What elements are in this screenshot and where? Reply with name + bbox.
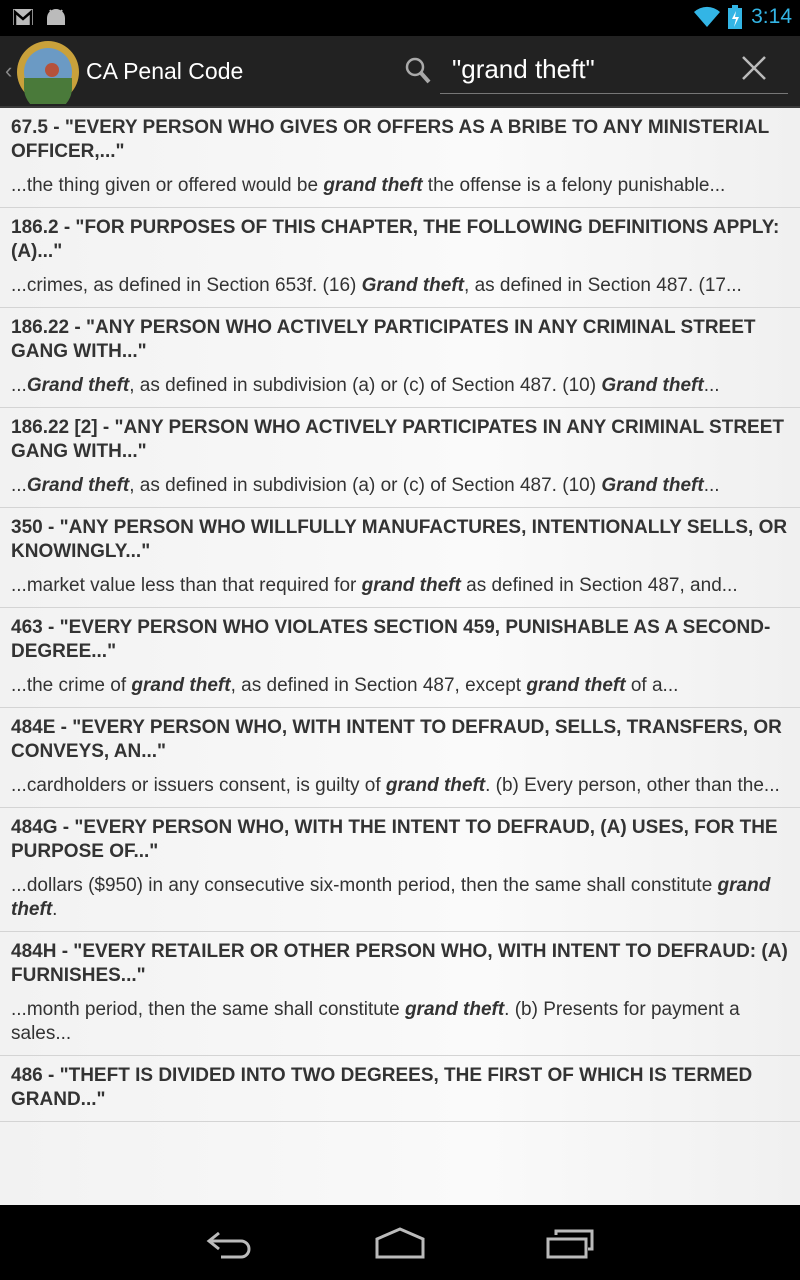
result-item[interactable] — [0, 808, 800, 932]
result-snippet — [11, 574, 789, 598]
search-results-list[interactable] — [0, 108, 800, 1205]
result-title: 67.5 - "EVERY PERSON WHO GIVES OR OFFERS AS A BRIBE TO ANY MINISTERIAL OFFICER,..." — [11, 117, 769, 162]
search-icon[interactable] — [404, 56, 432, 86]
result-title: 484H - "EVERY RETAILER OR OTHER PERSON WHO, WITH INTENT TO DEFRAUD: (A) FURNISHES..." — [11, 941, 788, 986]
highlighted-term: grand theft — [11, 875, 771, 920]
snippet-text: , as defined in subdivision (a) or (c) of Section 487. (10) — [129, 375, 602, 396]
highlighted-term: Grand theft — [26, 475, 130, 496]
app-title: CA Penal Code — [86, 58, 244, 84]
snippet-text: ... — [11, 475, 27, 496]
snippet-text: . — [52, 899, 58, 920]
result-snippet — [11, 774, 789, 798]
highlighted-term: grand theft — [385, 775, 486, 796]
snippet-text: ...the thing given or offered would be — [11, 175, 324, 196]
result-title: 186.2 - "FOR PURPOSES OF THIS CHAPTER, THE FOLLOWING DEFINITIONS APPLY: (A)..." — [11, 217, 780, 262]
result-snippet — [11, 998, 789, 1046]
california-seal-logo — [16, 40, 80, 104]
snippet-text: . (b) Every person, other than the... — [485, 775, 780, 796]
highlighted-term: grand theft — [526, 675, 626, 696]
result-snippet — [11, 474, 789, 498]
snippet-text: , as defined in Section 487. (17... — [464, 275, 742, 296]
result-item[interactable] — [0, 932, 800, 1056]
snippet-text: , as defined in subdivision (a) or (c) of Section 487. (10) — [129, 475, 602, 496]
snippet-text: ... — [703, 375, 720, 396]
snippet-text: ...the crime of — [11, 675, 132, 696]
android-icon — [44, 7, 68, 27]
result-title: 486 - "THEFT IS DIVIDED INTO TWO DEGREES, THE FIRST OF WHICH IS TERMED GRAND..." — [11, 1065, 753, 1110]
result-item[interactable] — [0, 508, 800, 608]
wifi-icon — [694, 6, 720, 28]
snippet-text: ...cardholders or issuers consent, is guilty of — [11, 775, 386, 796]
result-item[interactable] — [0, 108, 800, 208]
snippet-text: ... — [703, 475, 720, 496]
result-snippet — [11, 174, 789, 198]
snippet-text: of a... — [625, 675, 679, 696]
navigation-bar — [0, 1205, 800, 1280]
home-icon[interactable] — [374, 1227, 426, 1259]
result-item[interactable] — [0, 308, 800, 408]
result-item[interactable] — [0, 708, 800, 808]
result-snippet — [11, 274, 789, 298]
highlighted-term: grand theft — [404, 999, 505, 1020]
result-title: 186.22 - "ANY PERSON WHO ACTIVELY PARTICIPATES IN ANY CRIMINAL STREET GANG WITH..." — [11, 317, 756, 362]
result-snippet — [11, 874, 789, 922]
snippet-text: the offense is a felony punishable... — [422, 175, 726, 196]
result-item[interactable] — [0, 208, 800, 308]
battery-charging-icon — [728, 5, 742, 29]
highlighted-term: Grand theft — [361, 275, 465, 296]
action-bar — [0, 36, 800, 108]
result-item[interactable] — [0, 408, 800, 508]
highlighted-term: Grand theft — [26, 375, 130, 396]
gmail-icon — [12, 8, 34, 26]
recent-apps-icon[interactable] — [546, 1227, 596, 1259]
snippet-text: as defined in Section 487, and... — [460, 575, 738, 596]
result-snippet — [11, 674, 789, 698]
snippet-text: . (b) Presents for payment a sales... — [11, 999, 740, 1044]
status-bar — [0, 0, 800, 36]
highlighted-term: Grand theft — [601, 375, 704, 396]
back-chevron-icon: ‹ — [5, 58, 13, 83]
result-item[interactable] — [0, 1056, 800, 1122]
search-input[interactable]: "grand theft" — [440, 48, 788, 94]
snippet-text: , as defined in Section 487, except — [230, 675, 527, 696]
highlighted-term: Grand theft — [601, 475, 704, 496]
up-navigation-button[interactable] — [2, 40, 82, 104]
back-icon[interactable] — [205, 1227, 255, 1259]
highlighted-term: grand theft — [361, 575, 461, 596]
snippet-text: ...market value less than that required for — [11, 575, 362, 596]
clear-search-icon[interactable] — [740, 54, 768, 82]
result-title: 350 - "ANY PERSON WHO WILLFULLY MANUFACTURES, INTENTIONALLY SELLS, OR KNOWINGLY..." — [11, 517, 788, 562]
result-title: 484G - "EVERY PERSON WHO, WITH THE INTENT TO DEFRAUD, (A) USES, FOR THE PURPOSE OF..." — [11, 817, 778, 862]
snippet-text: ...dollars ($950) in any consecutive six-month period, then the same shall constitute — [11, 875, 718, 896]
result-title: 484E - "EVERY PERSON WHO, WITH INTENT TO DEFRAUD, SELLS, TRANSFERS, OR CONVEYS, AN..." — [11, 717, 782, 762]
snippet-text: ...month period, then the same shall constitute — [11, 999, 405, 1020]
result-snippet — [11, 374, 789, 398]
snippet-text: ... — [11, 375, 27, 396]
result-title: 463 - "EVERY PERSON WHO VIOLATES SECTION 459, PUNISHABLE AS A SECOND-DEGREE..." — [11, 617, 771, 662]
highlighted-term: grand theft — [131, 675, 231, 696]
highlighted-term: grand theft — [323, 175, 423, 196]
result-title: 186.22 [2] - "ANY PERSON WHO ACTIVELY PARTICIPATES IN ANY CRIMINAL STREET GANG WITH..." — [11, 417, 785, 462]
clock: 3:14 — [751, 5, 792, 28]
result-item[interactable] — [0, 608, 800, 708]
snippet-text: ...crimes, as defined in Section 653f. (16) — [11, 275, 362, 296]
